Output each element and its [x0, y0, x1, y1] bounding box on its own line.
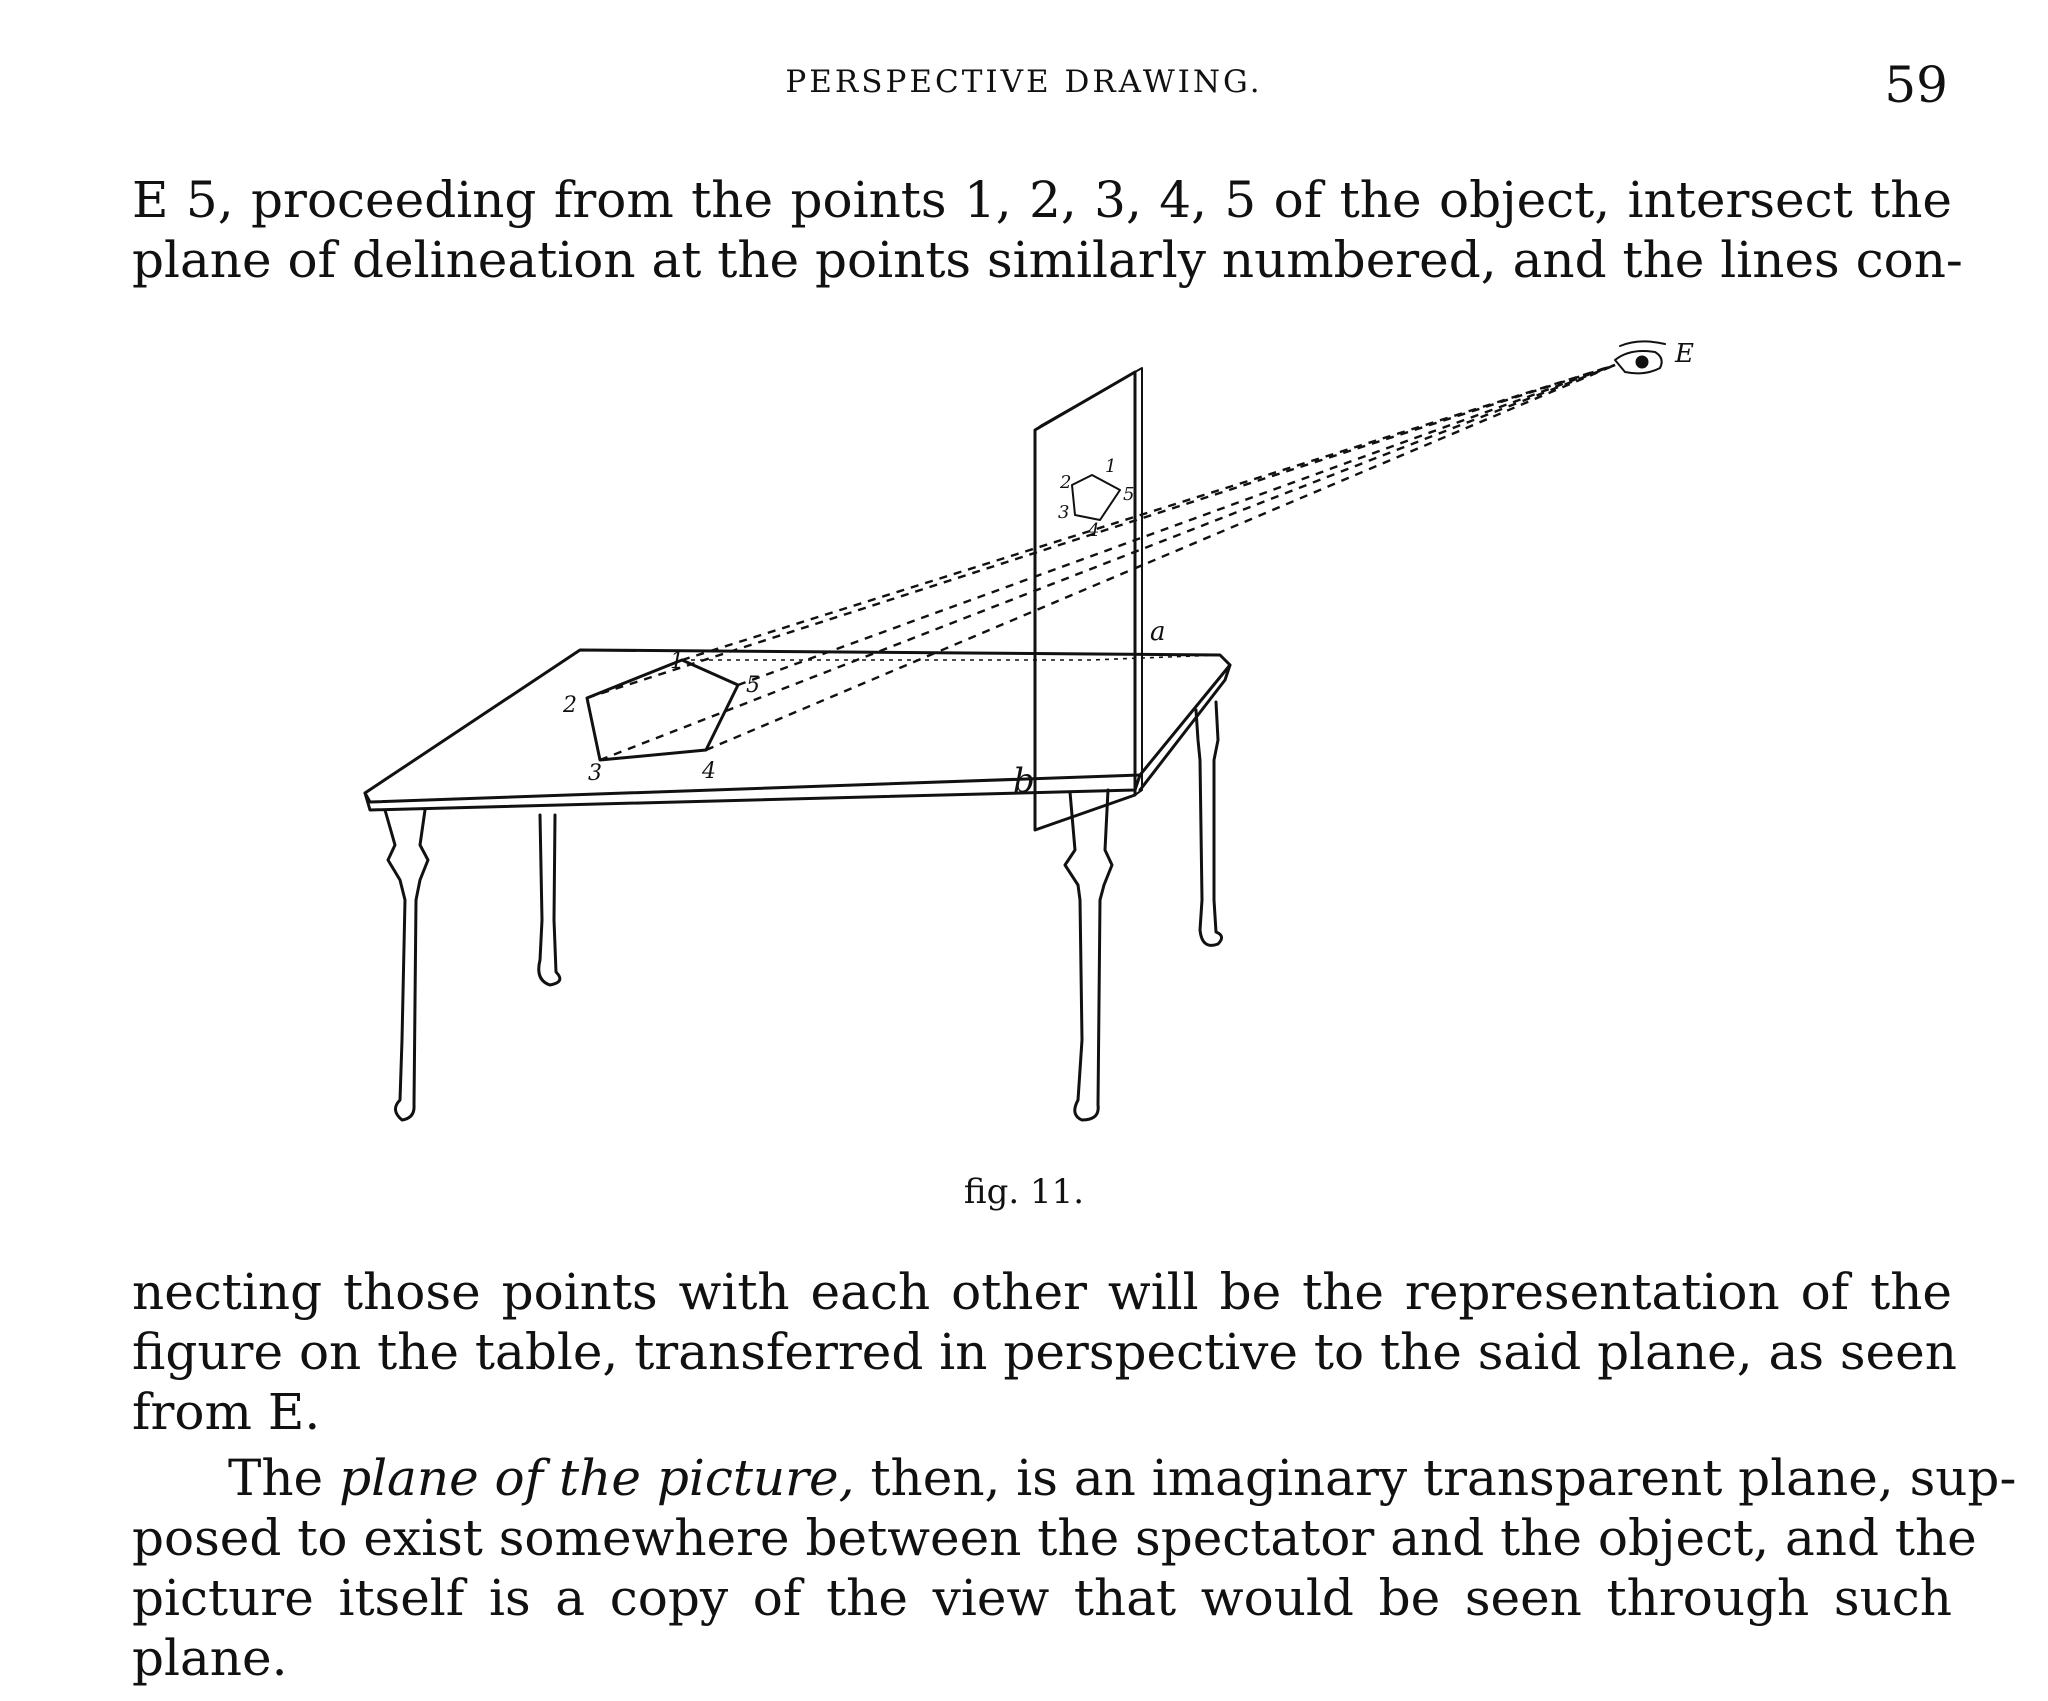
table-leg-back-left	[539, 815, 560, 985]
label-object-5: 5	[746, 673, 760, 698]
object-pentagon	[587, 660, 738, 760]
label-picture-3: 3	[1058, 502, 1070, 523]
label-object-3: 3	[588, 761, 602, 786]
paragraph-3-line-4: plane.	[132, 1629, 288, 1687]
figure-caption: fig. 11.	[963, 1172, 1085, 1212]
projected-pentagon	[1072, 475, 1120, 520]
paragraph-2-line-1: necting those points with each other will be the representation of the	[132, 1263, 1952, 1321]
label-object-4: 4	[702, 759, 716, 784]
paragraph-3-italic-phrase: plane of the picture,	[339, 1449, 855, 1507]
paragraph-2-line-2: figure on the table, transferred in perspective to the said plane, as seen	[132, 1323, 1957, 1381]
table-leg-back-right	[1196, 702, 1222, 945]
label-picture-4: 4	[1088, 520, 1100, 541]
picture-plane	[1035, 372, 1135, 830]
table-top	[365, 650, 1230, 802]
paragraph-3-line-1-rest: then, is an imaginary transparent plane, sup-	[870, 1449, 2017, 1507]
figure-illustration	[330, 340, 1760, 1170]
label-corner-b: b	[1013, 761, 1035, 801]
paragraph-3-line-1	[132, 1448, 2017, 1508]
paragraph-1-line-1: E 5, proceeding from the points 1, 2, 3, 4, 5 of the object, intersect the	[132, 171, 1952, 229]
running-head	[0, 56, 2048, 116]
label-object-1: 1	[670, 649, 684, 674]
paragraph-3	[132, 1448, 2017, 1688]
running-title: PERSPECTIVE DRAWING.	[785, 64, 1263, 100]
paragraph-3-line-2: posed to exist somewhere between the spectator and the object, and the	[132, 1509, 1977, 1567]
label-eye: E	[1675, 340, 1694, 369]
visual-rays	[587, 365, 1615, 760]
page-number: 59	[1884, 56, 1948, 114]
paragraph-3-line-3: picture itself is a copy of the view that would be seen through such	[132, 1569, 1952, 1627]
table-leg-front-right	[1065, 790, 1112, 1120]
figure-11	[330, 340, 1760, 1170]
label-picture-1: 1	[1105, 456, 1117, 477]
table-leg-front-left	[385, 810, 428, 1120]
label-picture-2: 2	[1060, 472, 1072, 493]
paragraph-3-first-word: The	[228, 1449, 324, 1507]
paragraph-2-line-3: from E.	[132, 1383, 321, 1441]
paragraph-2	[132, 1262, 1957, 1442]
label-corner-a: a	[1150, 617, 1166, 647]
paragraph-1-line-2: plane of delineation at the points similarly numbered, and the lines con-	[132, 231, 1963, 289]
label-object-2: 2	[563, 693, 577, 718]
paragraph-1	[132, 170, 1963, 290]
label-picture-5: 5	[1123, 484, 1135, 505]
